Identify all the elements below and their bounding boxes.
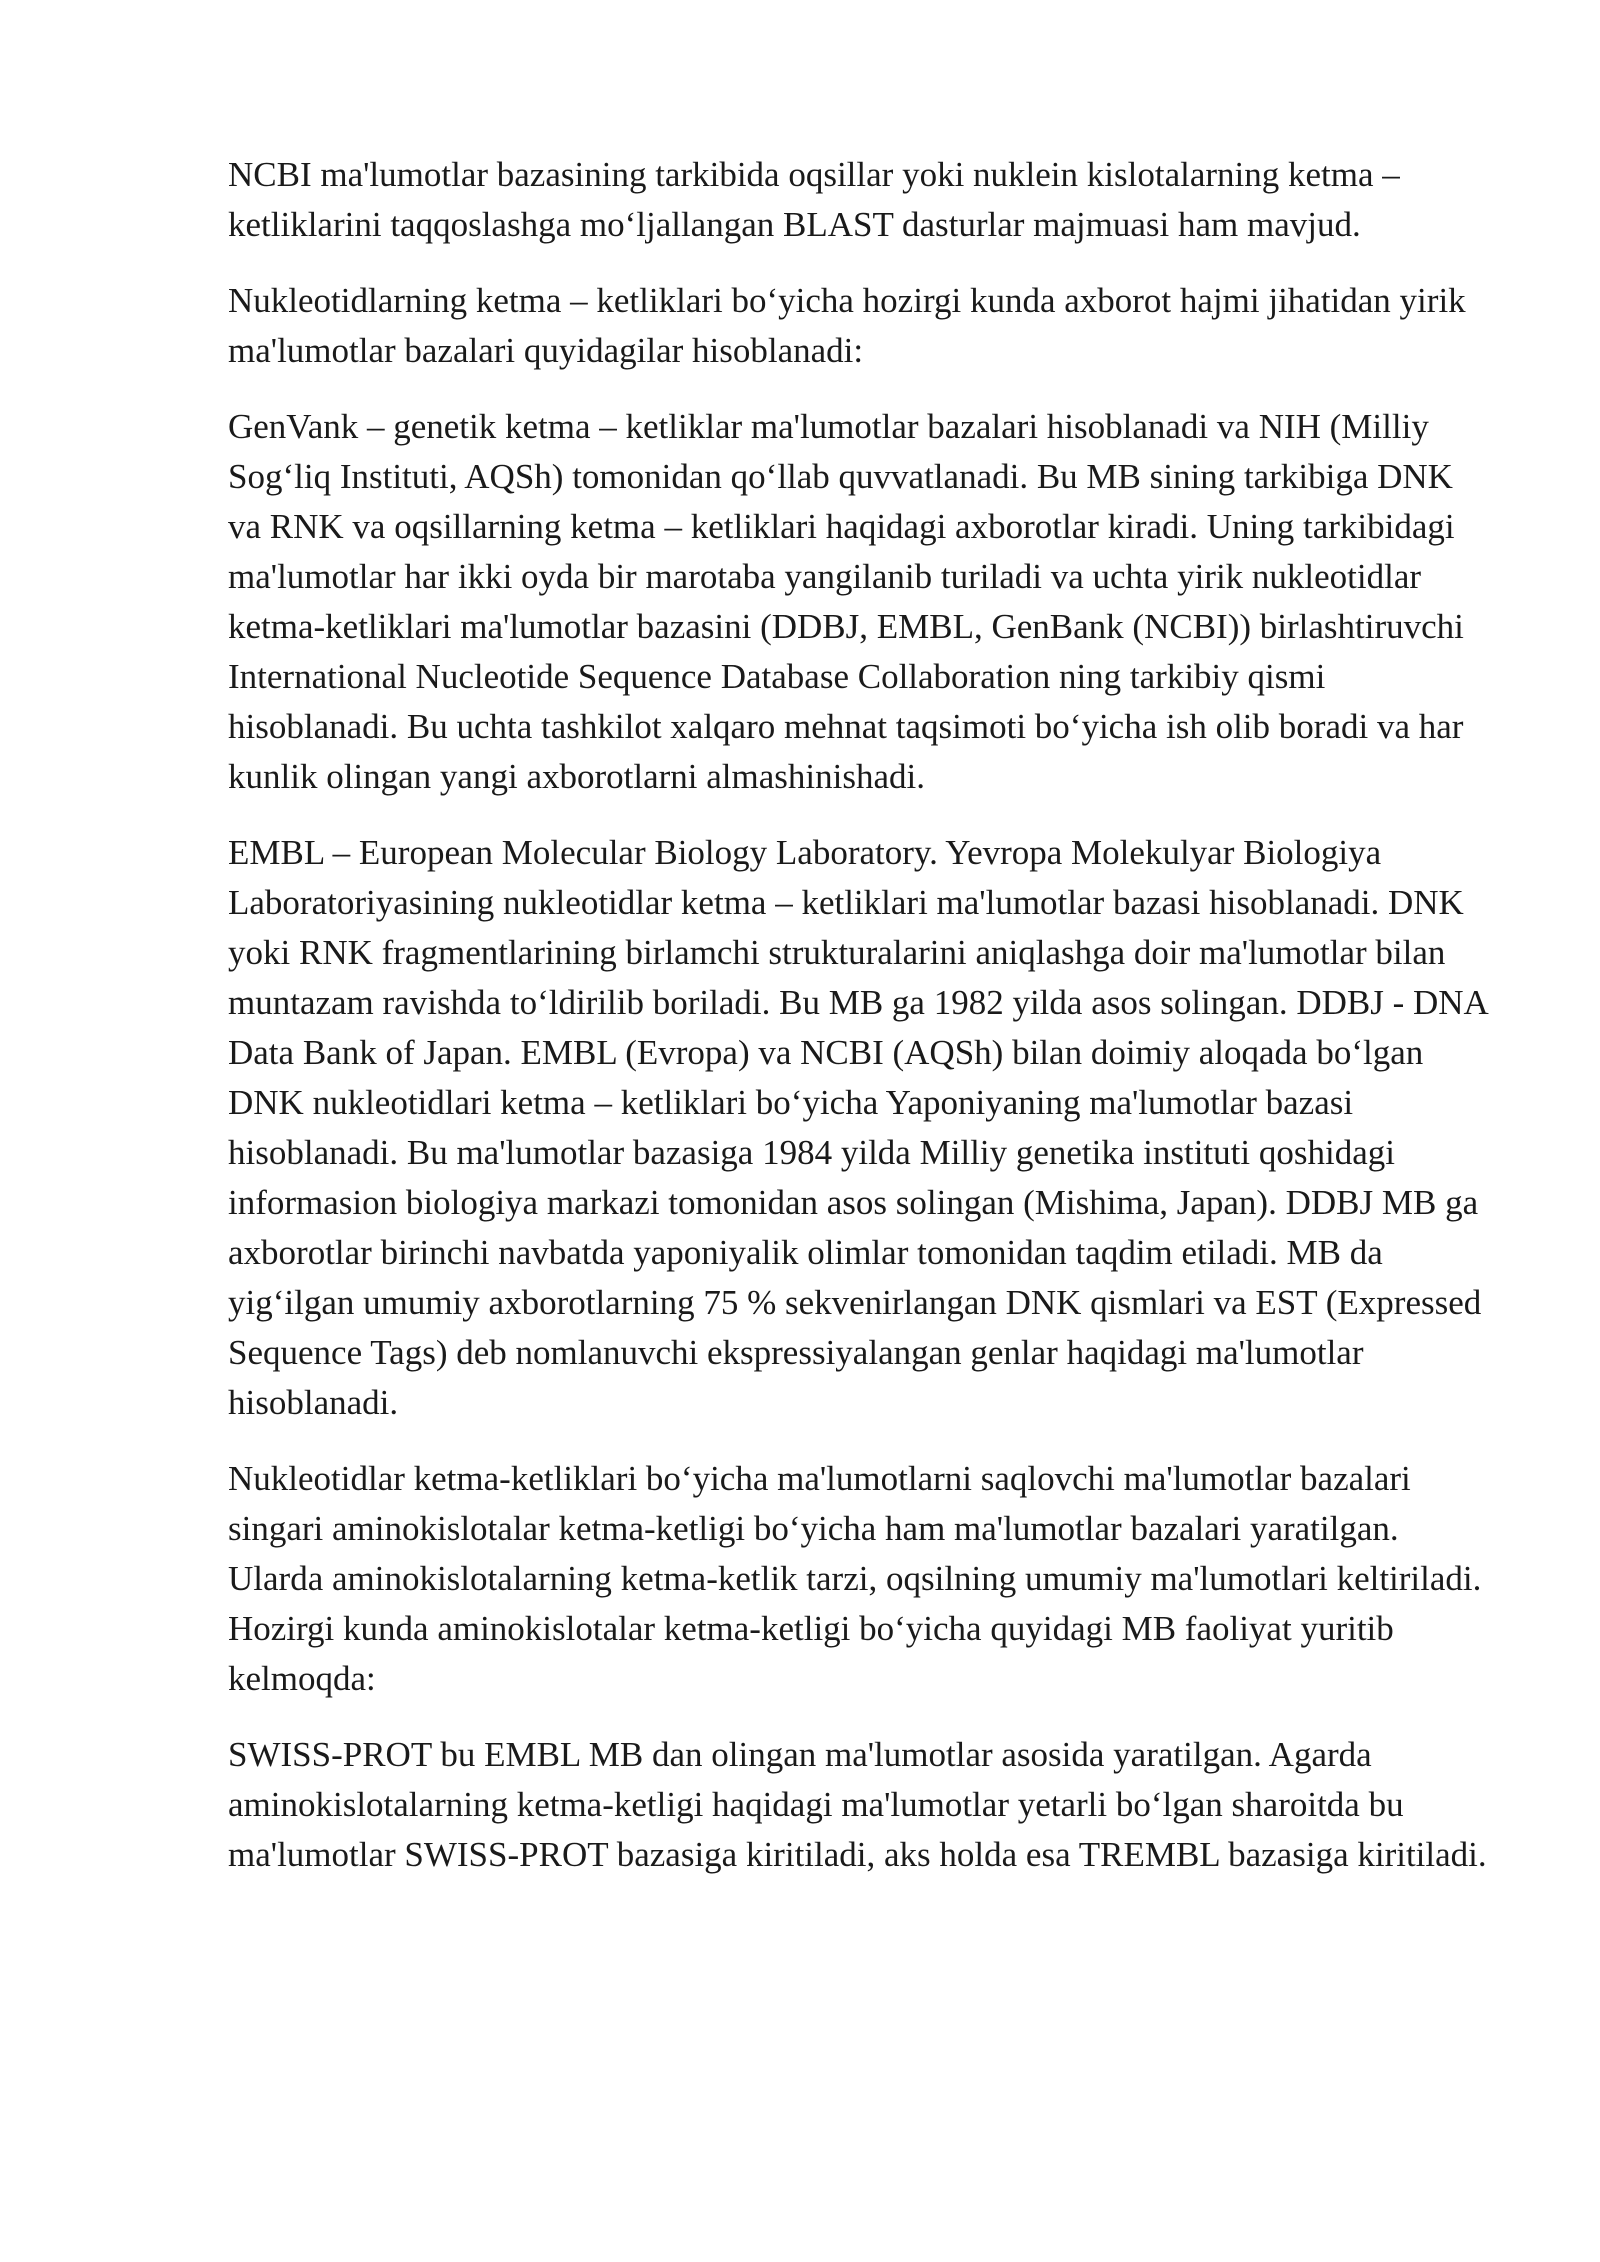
paragraph-swiss-prot: SWISS-PROT bu EMBL MB dan olingan ma'lumotlar asosida yaratilgan. Agarda aminokislotalarning ketma-ketligi haqidagi ma'lumotlar yetarli bo‘lgan sharoitda bu ma'lumotlar SWISS-PROT bazasiga kiritiladi, aks holda esa TREMBL bazasiga kiritiladi. [228,1735,1487,1874]
paragraph-nucleotide-databases-intro: Nukleotidlarning ketma – ketliklari bo‘yicha hozirgi kunda axborot hajmi jihatidan yirik ma'lumotlar bazalari quyidagilar hisoblanadi: [228,281,1466,370]
paragraph-aminoacid-databases: Nukleotidlar ketma-ketliklari bo‘yicha ma'lumotlarni saqlovchi ma'lumotlar bazalari singari aminokislotalar ketma-ketligi bo‘yicha ham ma'lumotlar bazalari yaratilgan. Ularda aminokislotalarning ketma-ketlik tarzi, oqsilning umumiy ma'lumotlari keltiriladi. Hozirgi kunda aminokislotalar ketma-ketligi bo‘yicha quyidagi MB faoliyat yuritib kelmoqda: [228,1459,1482,1698]
paragraph-embl-ddbj: EMBL – European Molecular Biology Laboratory. Yevropa Molekulyar Biologiya Laboratoriyasining nukleotidlar ketma – ketliklari ma'lumotlar bazasi hisoblanadi. DNK yoki RNK fragmentlarining birlamchi strukturalarini aniqlashga doir ma'lumotlar bilan muntazam ravishda to‘ldirilib boriladi. Bu MB ga 1982 yilda asos solingan. DDBJ - DNA Data Bank of Japan. EMBL (Evropa) va NCBI (AQSh) bilan doimiy aloqada bo‘lgan DNK nukleotidlari ketma – ketliklari bo‘yicha Yaponiyaning ma'lumotlar bazasi hisoblanadi. Bu ma'lumotlar bazasiga 1984 yilda Milliy genetika instituti qoshidagi informasion biologiya markazi tomonidan asos solingan (Mishima, Japan). DDBJ MB ga axborotlar birinchi navbatda yaponiyalik olimlar tomonidan taqdim etiladi. MB da yig‘ilgan umumiy axborotlarning 75 % sekvenirlangan DNK qismlari va EST (Expressed Sequence Tags) deb nomlanuvchi ekspressiyalangan genlar haqidagi ma'lumotlar hisoblanadi. [228,833,1487,1422]
paragraph-blast: NCBI ma'lumotlar bazasining tarkibida oqsillar yoki nuklein kislotalarning ketma – ketliklarini taqqoslashga mo‘ljallangan BLAST dasturlar majmuasi ham mavjud. [228,155,1400,244]
paragraph-genvank: GenVank – genetik ketma – ketliklar ma'lumotlar bazalari hisoblanadi va NIH (Milliy Sog‘liq Instituti, AQSh) tomonidan qo‘llab quvvatlanadi. Bu MB sining tarkibiga DNK va RNK va oqsillarning ketma – ketliklari haqidagi axborotlar kiradi. Uning tarkibidagi ma'lumotlar har ikki oyda bir marotaba yangilanib turiladi va uchta yirik nukleotidlar ketma-ketliklari ma'lumotlar bazasini (DDBJ, EMBL, GenBank (NCBI)) birlashtiruvchi International Nucleotide Sequence Database Collaboration ning tarkibiy qismi hisoblanadi. Bu uchta tashkilot xalqaro mehnat taqsimoti bo‘yicha ish olib boradi va har kunlik olingan yangi axborotlarni almashinishadi. [228,407,1464,796]
document-page [228,150,1490,1906]
